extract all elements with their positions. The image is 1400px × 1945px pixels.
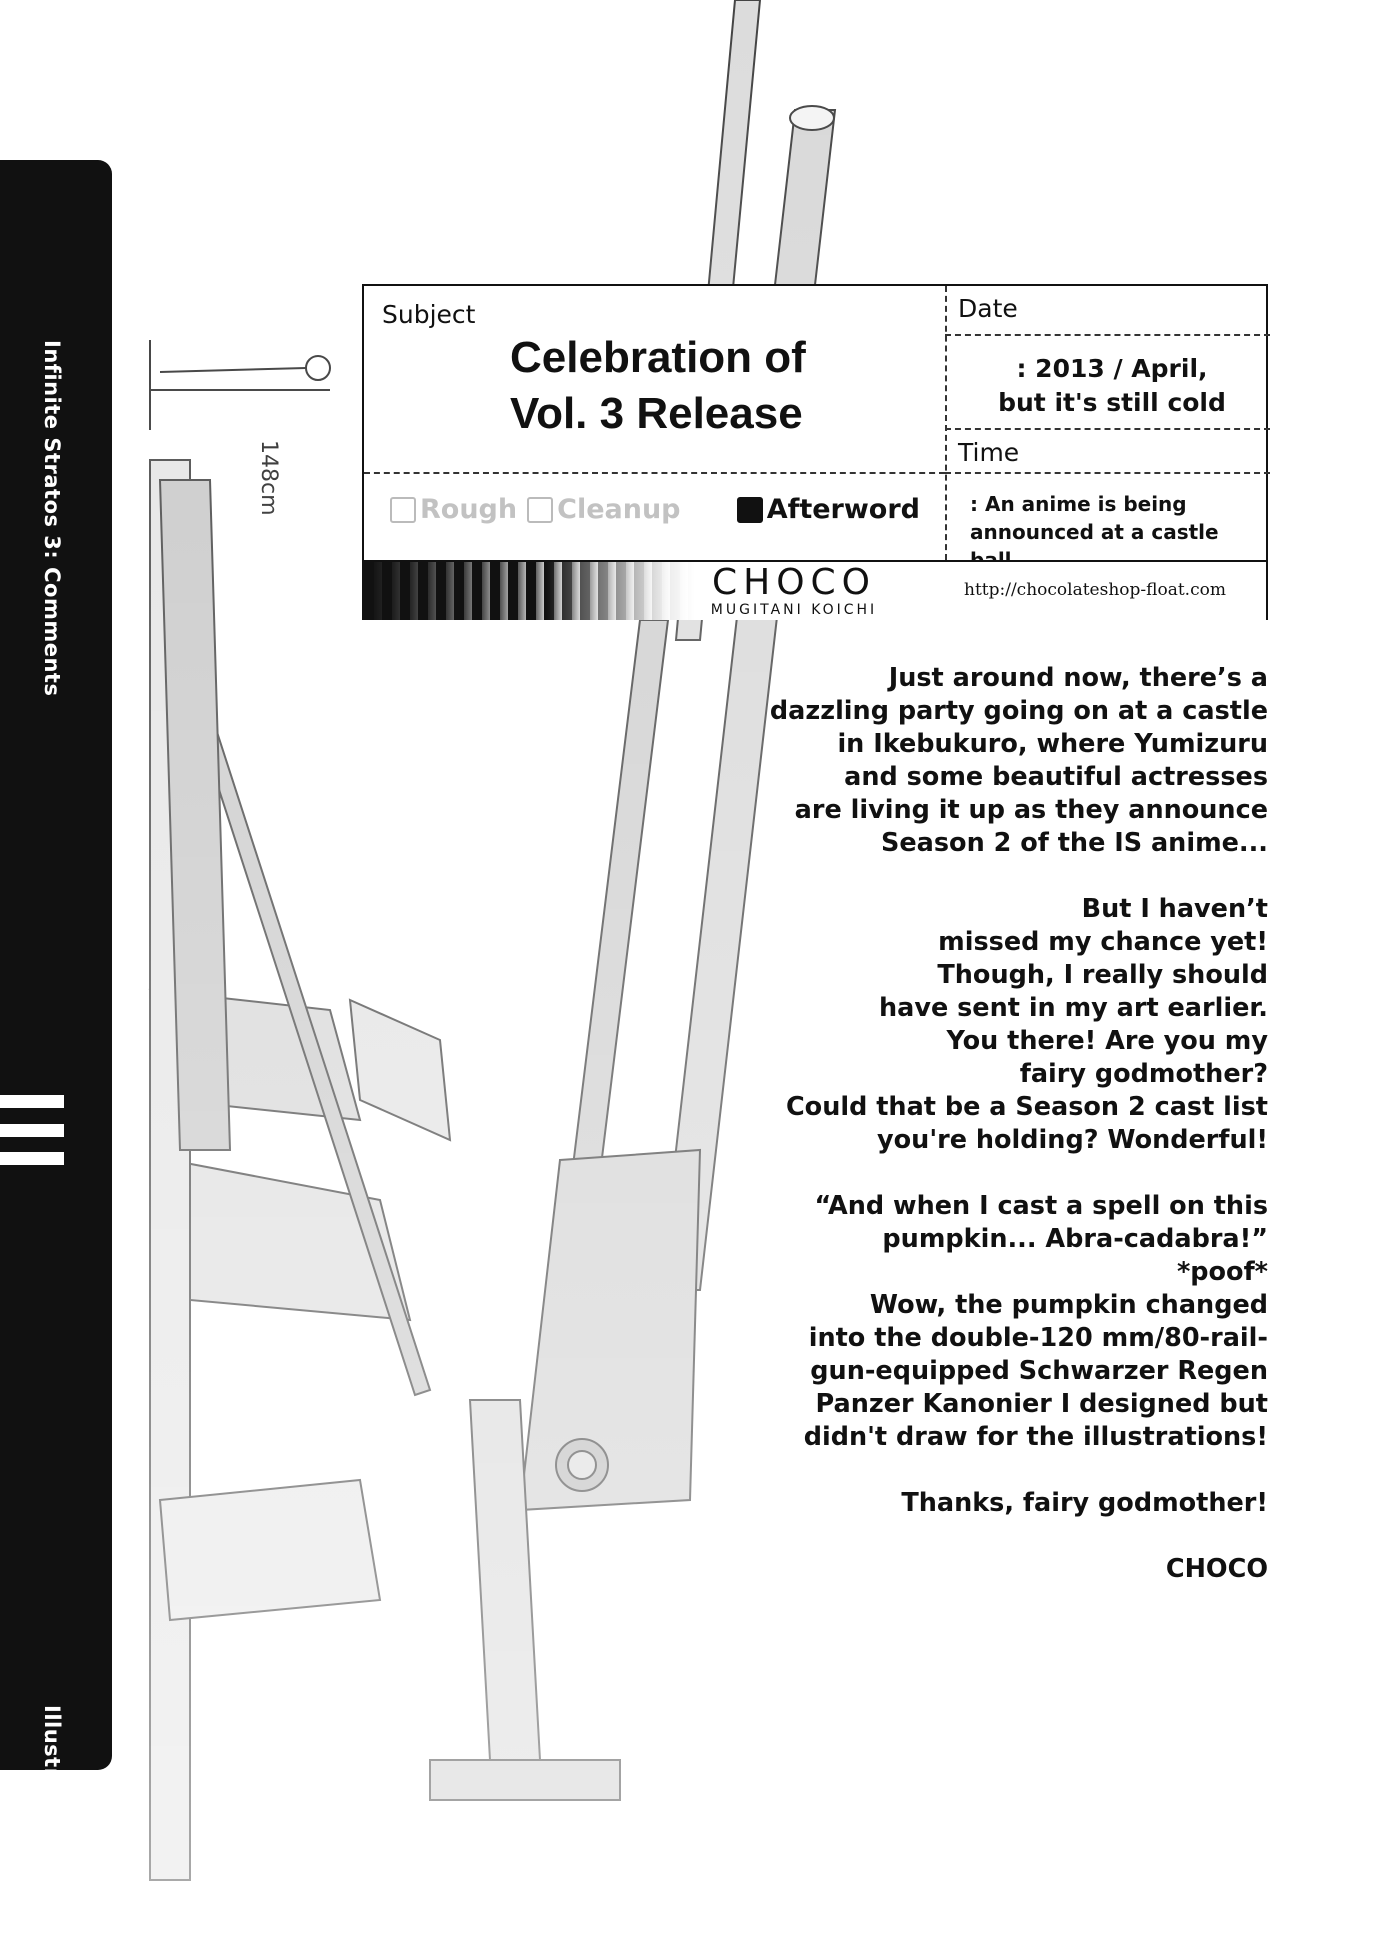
card-footer-strip bbox=[364, 560, 1266, 620]
check-rough-label: Rough bbox=[420, 494, 518, 525]
website-url: http://chocolateshop-float.com bbox=[964, 580, 1226, 600]
date-value: : 2013 / April, but it's still cold bbox=[998, 354, 1226, 417]
check-cleanup bbox=[527, 494, 680, 525]
divider-date bbox=[945, 334, 1270, 336]
divider-time bbox=[945, 428, 1270, 430]
check-cleanup-label: Cleanup bbox=[557, 494, 681, 525]
check-afterword-label: Afterword bbox=[766, 494, 920, 525]
sidebar-bottom-label: Illustration: CHOCO bbox=[40, 1705, 64, 1945]
checkbox-empty-icon bbox=[527, 497, 553, 523]
info-card bbox=[362, 284, 1268, 620]
sidebar-top-label: Infinite Stratos 3: Comments bbox=[40, 340, 64, 697]
sidebar-tab bbox=[0, 160, 112, 1945]
paragraph-4: Thanks, fairy godmother! bbox=[901, 1488, 1268, 1518]
signature: CHOCO bbox=[1165, 1554, 1268, 1584]
paragraph-2: But I haven’t missed my chance yet! Though, I really should have sent in my art earlier. You there! Are you my fairy godmother? Could that be a Season 2 cast list you're holding? Wonderful! bbox=[785, 894, 1268, 1155]
choco-logo bbox=[694, 564, 894, 618]
checkbox-filled-icon bbox=[737, 497, 763, 523]
subject-title: Celebration of Vol. 3 Release bbox=[510, 333, 806, 438]
check-rough bbox=[390, 494, 517, 525]
paragraph-1: Just around now, there’s a dazzling party going on at a castle in Ikebukuro, where Yumizuru and some beautiful actresses are living it up as they announce Season 2 of the IS anime... bbox=[769, 663, 1268, 858]
paragraph-3: “And when I cast a spell on this pumpkin... Abra-cadabra!” *poof* Wow, the pumpkin changed into the double-120 mm/80-rail- gun-equipped Schwarzer Regen Panzer Kanonier I designed but didn't draw for the illustrations! bbox=[803, 1191, 1268, 1452]
date-label: Date bbox=[958, 294, 1018, 323]
stage-checklist bbox=[390, 494, 930, 525]
volume-mark-icon bbox=[0, 1095, 64, 1165]
time-label: Time bbox=[958, 438, 1020, 467]
checkbox-empty-icon bbox=[390, 497, 416, 523]
subject-label: Subject bbox=[382, 300, 476, 329]
check-afterword bbox=[737, 494, 920, 525]
divider-left bbox=[364, 472, 945, 474]
logo-sub: MUGITANI KOICHI bbox=[710, 602, 878, 618]
time-value: : An anime is being announced at a castle bbox=[970, 492, 1219, 544]
logo-main: CHOCO bbox=[711, 562, 876, 603]
divider-vertical bbox=[945, 286, 947, 560]
afterword-text bbox=[748, 662, 1268, 1619]
divider-time-value bbox=[945, 472, 1270, 474]
